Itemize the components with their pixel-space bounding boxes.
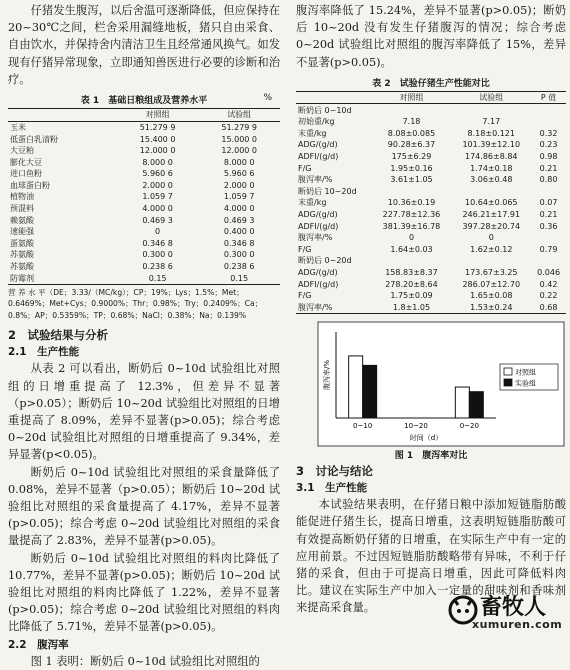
table-row — [296, 174, 566, 186]
table-row — [296, 232, 566, 244]
table-cell: 15.000 0 — [221, 134, 257, 144]
table-row — [8, 133, 280, 145]
table-row — [296, 220, 566, 232]
table-cell: 腹泻率/% — [298, 175, 333, 185]
table-cell: 0.300 0 — [142, 250, 173, 260]
watermark-text: 畜牧人 — [480, 595, 547, 620]
table-cell: 0 — [488, 233, 494, 243]
table-cell: ADFI/(g/d) — [298, 279, 339, 289]
table-cell: 158.83±8.37 — [385, 268, 438, 278]
table-cell: 90.28±6.37 — [387, 140, 436, 150]
table-cell: 0.046 — [537, 268, 561, 278]
table-row — [296, 104, 566, 116]
table-cell: 0.07 — [539, 198, 558, 208]
table-cell: 51.279 9 — [221, 122, 257, 132]
table-cell: 10.64±0.065 — [465, 198, 518, 208]
table1-note: 营 养 水 平（DE；3.33/（MC/kg）；CP；19%；Lys；1.5%；Met；0.6469%；Met+Cys；0.9000%；Thr；0.98%；Try；0.2409%；Ca；0.8%；AP；0.5359%；TP；0.68%；NaCl；0.38%；Na；0.139% — [8, 287, 263, 320]
table-cell: 1.74±0.18 — [470, 163, 513, 173]
table-row — [8, 121, 280, 133]
table-cell: 173.67±3.25 — [465, 268, 518, 278]
table-row — [296, 128, 566, 140]
watermark-url: xumuren.com — [472, 618, 563, 631]
table-cell: 1.64±0.03 — [390, 244, 433, 254]
paragraph-weight-gain: 从表 2 可以看出，断奶后 0~10d 试验组比对照组的日增重提高了 12.3%，但差异不显著（p>0.05）；断奶后 10~20d 试验组比对照组的日增重提高了 8.09%，差异不显著(p>0.05)；综合考虑 0~20d 试验组比对照组的日增重提高了 9.34%，差异显著(p<0.05)。 — [8, 362, 280, 462]
table-cell: 8.18±0.121 — [467, 128, 515, 138]
table-row — [8, 168, 280, 180]
table1-header: 对照组 试验组 — [8, 109, 280, 122]
table-cell: 末重/kg — [298, 198, 327, 208]
paragraph-diarrhea-start: 图 1 表明：断奶后 0~10d 试验组比对照组的 — [30, 654, 260, 668]
table-cell: 末重/kg — [298, 128, 327, 138]
table-row — [296, 244, 566, 256]
table-row — [296, 116, 566, 128]
table2 — [296, 91, 566, 314]
table2-header: 对照组 试验组 P 值 — [296, 91, 566, 104]
table-cell: 0.346 8 — [223, 238, 255, 248]
table-row — [8, 156, 280, 168]
table-cell: 0.21 — [539, 210, 558, 220]
intro-paragraph: 仔猪发生腹泻，以后舍温可逐渐降低，但应保持在 20~30℃之间，栏舍采用漏缝地板，猪只自由采食、自由饮水，并保持舍内清洁卫生且经常通风换气。如发现有仔猪异常现象，立即通知兽医进行必要的诊断和治疗。 — [8, 4, 280, 86]
table-cell: 赖氨酸 — [10, 215, 34, 225]
table-cell: 腹泻率/% — [298, 302, 333, 312]
table-cell: 2.000 0 — [142, 180, 173, 190]
table-cell: 1.95±0.16 — [390, 163, 433, 173]
table-cell: 0.469 3 — [142, 215, 173, 225]
table-cell: 0.15 — [230, 273, 249, 283]
table-row — [296, 151, 566, 163]
table-cell: 0.238 6 — [223, 262, 255, 272]
table-cell — [372, 104, 452, 116]
table-cell: 0.400 0 — [223, 227, 255, 237]
table-cell: 0.15 — [148, 273, 167, 283]
y-axis-label: 腹泻率/% — [323, 360, 331, 391]
table-row — [296, 302, 566, 314]
table-cell: 12.000 0 — [221, 146, 257, 156]
table-cell: 血球蛋白粉 — [10, 180, 50, 190]
table-cell: 3.06±0.48 — [470, 175, 513, 185]
table-cell: 1.8±1.05 — [392, 302, 431, 312]
table-row — [8, 214, 280, 226]
bar-实验组-0~20 — [469, 392, 483, 418]
table-row — [8, 203, 280, 215]
table-cell: 1.75±0.09 — [390, 291, 433, 301]
table-cell: 0 — [408, 233, 415, 243]
section-3-heading: 3 讨论与结论 — [296, 464, 374, 479]
table-cell: ADFI/(g/d) — [298, 221, 339, 231]
table-cell: 0.469 3 — [223, 215, 255, 225]
table-cell: 51.279 9 — [139, 122, 176, 132]
table-cell: 0.22 — [539, 291, 558, 301]
diarrhea-chart — [296, 320, 566, 448]
table-cell: 175±6.29 — [391, 152, 432, 162]
table-cell: 1.65±0.08 — [470, 291, 513, 301]
table-cell: 苏氨酸 — [10, 250, 34, 260]
bar-对照组-0~10 — [349, 356, 363, 418]
table-cell: 腹泻率/% — [298, 233, 333, 243]
table-cell: ADG/(g/d) — [298, 140, 338, 150]
table-row — [8, 180, 280, 192]
table-cell: 0.21 — [539, 163, 558, 173]
table-row — [296, 162, 566, 174]
table-row — [296, 186, 566, 198]
section-2-1-heading: 2.1 生产性能 — [8, 346, 80, 359]
table-cell: F/G — [298, 163, 312, 173]
table-cell: 7.18 — [402, 117, 421, 127]
bar-实验组-0~10 — [363, 365, 377, 418]
table-cell: 397.28±20.74 — [462, 221, 521, 231]
table-cell: 15.400 0 — [139, 134, 176, 144]
table-cell: 0 — [155, 227, 161, 237]
table-cell — [531, 186, 566, 198]
table-cell — [531, 255, 566, 267]
table-cell: 0.32 — [539, 128, 558, 138]
x-axis-label: 时间（d） — [409, 434, 443, 443]
table-row — [296, 290, 566, 302]
table-row — [8, 238, 280, 250]
table-cell: 0.80 — [539, 175, 558, 185]
table-cell: 1.059 7 — [142, 192, 173, 202]
table-row — [296, 255, 566, 267]
table-cell: 278.20±8.64 — [385, 279, 438, 289]
table-cell: 防霉剂 — [10, 273, 34, 283]
table-cell: 0.42 — [539, 279, 558, 289]
table-cell: F/G — [298, 291, 312, 301]
table-cell: 速能强 — [10, 227, 34, 237]
table-cell — [531, 104, 566, 116]
table-cell: 10.36±0.19 — [387, 198, 436, 208]
figure-1-caption: 图 1 腹泻率对比 — [394, 451, 468, 462]
table-cell: 0.238 6 — [142, 262, 173, 272]
table-row — [8, 226, 280, 238]
legend-swatch — [504, 379, 512, 386]
table-cell: 预混料 — [10, 204, 34, 214]
table-cell: 初始重/kg — [298, 117, 335, 127]
table-cell: 0.79 — [539, 244, 558, 254]
table-cell: 0.98 — [539, 152, 558, 162]
table-cell: 进口鱼粉 — [10, 169, 42, 179]
table-cell: ADG/(g/d) — [298, 210, 338, 220]
table-cell: 苏氨酸 — [10, 262, 34, 272]
table-cell: 植物油 — [10, 192, 34, 202]
table-cell: 8.000 0 — [142, 157, 173, 167]
table-cell — [531, 116, 566, 128]
table-cell: 膨化大豆 — [10, 157, 42, 167]
table-cell: 蛋氨酸 — [10, 238, 34, 248]
section-3-1-heading: 3.1 生产性能 — [296, 482, 368, 495]
table-row — [8, 145, 280, 157]
table-cell: 大豆粕 — [10, 146, 34, 156]
table-cell: 0.36 — [539, 221, 558, 231]
table-cell: 4.000 0 — [142, 204, 173, 214]
table-cell: 低蛋白乳清粉 — [10, 134, 58, 144]
paragraph-discussion: 本试验结果表明，在仔猪日粮中添加短链脂肪酸能促进仔猪生长，提高日增重，这表明短链脂肪酸可有效提高断奶仔猪的日增重，在实际生产中有一定的应用前景。不过因短链脂肪酸略带有异味，不利于仔猪的采食，但由于可提高日增重，因此可降低料肉比。建议在实际生产中加入一定量的甜味剂和香味剂来提高采食量。 — [296, 498, 566, 615]
table-cell: 4.000 0 — [223, 204, 255, 214]
section-2-heading: 2 试验结果与分析 — [8, 328, 109, 343]
table-cell: 174.86±8.84 — [465, 152, 518, 162]
table-cell: 0.68 — [539, 302, 558, 312]
table-row — [8, 249, 280, 261]
x-tick-label: 10~20 — [404, 422, 428, 431]
table-row — [296, 139, 566, 151]
table-cell: 0.23 — [539, 140, 558, 150]
table-cell: 0.346 8 — [142, 238, 173, 248]
table-cell: ADFI/(g/d) — [298, 152, 339, 162]
table-cell: 8.000 0 — [223, 157, 255, 167]
paragraph-diarrhea-cont: 腹泻率降低了 15.24%，差异不显著(p>0.05)；断奶后 10~20d 没有发生仔猪腹泻的情况；综合考虑 0~20d 试验组比对照组的腹泻率降低了 15%，差异不显著(p>0.05)。 — [296, 4, 566, 69]
table-cell: ADG/(g/d) — [298, 268, 338, 278]
table-cell: F/G — [298, 244, 312, 254]
table-cell: 5.960 6 — [223, 169, 255, 179]
right-column — [296, 2, 566, 617]
watermark — [440, 590, 566, 634]
table-row — [8, 261, 280, 273]
table-cell: 3.61±1.05 — [390, 175, 433, 185]
legend-label: 实验组 — [515, 379, 536, 388]
table-cell: 0.300 0 — [223, 250, 255, 260]
table-cell: 断奶后 0~20d — [298, 256, 352, 266]
table1 — [8, 108, 280, 285]
table2-caption: 表 2 试验仔猪生产性能对比 — [372, 78, 490, 89]
table-row — [296, 209, 566, 221]
table-cell: 227.78±12.36 — [382, 210, 441, 220]
table-cell: 8.08±0.085 — [387, 128, 436, 138]
table-row — [296, 267, 566, 279]
table-cell: 断奶后 10~20d — [298, 186, 357, 196]
table-cell — [372, 255, 452, 267]
table-cell — [451, 186, 531, 198]
table-cell: 7.17 — [482, 117, 501, 127]
legend-swatch — [504, 368, 512, 375]
table-cell: 断奶后 0~10d — [298, 105, 352, 115]
table-cell: 381.39±16.78 — [382, 221, 441, 231]
table-cell — [451, 255, 531, 267]
table-cell: 286.07±12.70 — [462, 279, 521, 289]
table1-caption: 表 1 基础日粮组成及营养水平 % — [80, 93, 272, 107]
left-column — [8, 2, 280, 670]
table-cell: 1.059 7 — [223, 192, 255, 202]
table-cell: 12.000 0 — [139, 146, 176, 156]
table-cell: 1.62±0.12 — [470, 244, 513, 254]
section-2-2-heading: 2.2 腹泻率 — [8, 638, 69, 651]
paragraph-feed-intake: 断奶后 0~10d 试验组比对照组的采食量降低了 0.08%，差异不显著（p>0.05）；断奶后 10~20d 试验组比对照组的采食量提高了 4.17%，差异不显著(p>0.05)；综合考虑 0~20d 试验组比对照组的采食量提高了 2.83%，差异不显著(p>0.05)。 — [8, 465, 280, 548]
table-cell: 101.39±12.10 — [462, 140, 521, 150]
table-row — [8, 272, 280, 284]
table-cell: 246.21±17.91 — [462, 210, 521, 220]
table-cell: 1.53±0.24 — [470, 302, 513, 312]
table-cell — [451, 104, 531, 116]
paragraph-feed-ratio: 断奶后 0~10d 试验组比对照组的料肉比降低了 10.77%，差异不显著(p>0.05)；断奶后 10~20d 试验组比对照组的料肉比降低了 1.22%，差异不显著(p>0.05)；综合考虑 0~20d 试验组比对照组的料肉比降低了 5.71%，差异不显著(p>0.05)。 — [8, 551, 280, 634]
table-row — [296, 278, 566, 290]
figure-1 — [296, 320, 566, 448]
x-tick-label: 0~10 — [353, 422, 373, 431]
legend-label: 对照组 — [515, 368, 536, 377]
table-row — [296, 197, 566, 209]
table-cell: 2.000 0 — [223, 180, 255, 190]
x-tick-label: 0~20 — [459, 422, 479, 431]
table-cell — [531, 232, 566, 244]
table-cell: 玉米 — [10, 122, 26, 132]
bar-对照组-0~20 — [455, 387, 469, 418]
table-row — [8, 191, 280, 203]
table-cell — [372, 186, 452, 198]
table-cell: 5.960 6 — [142, 169, 173, 179]
